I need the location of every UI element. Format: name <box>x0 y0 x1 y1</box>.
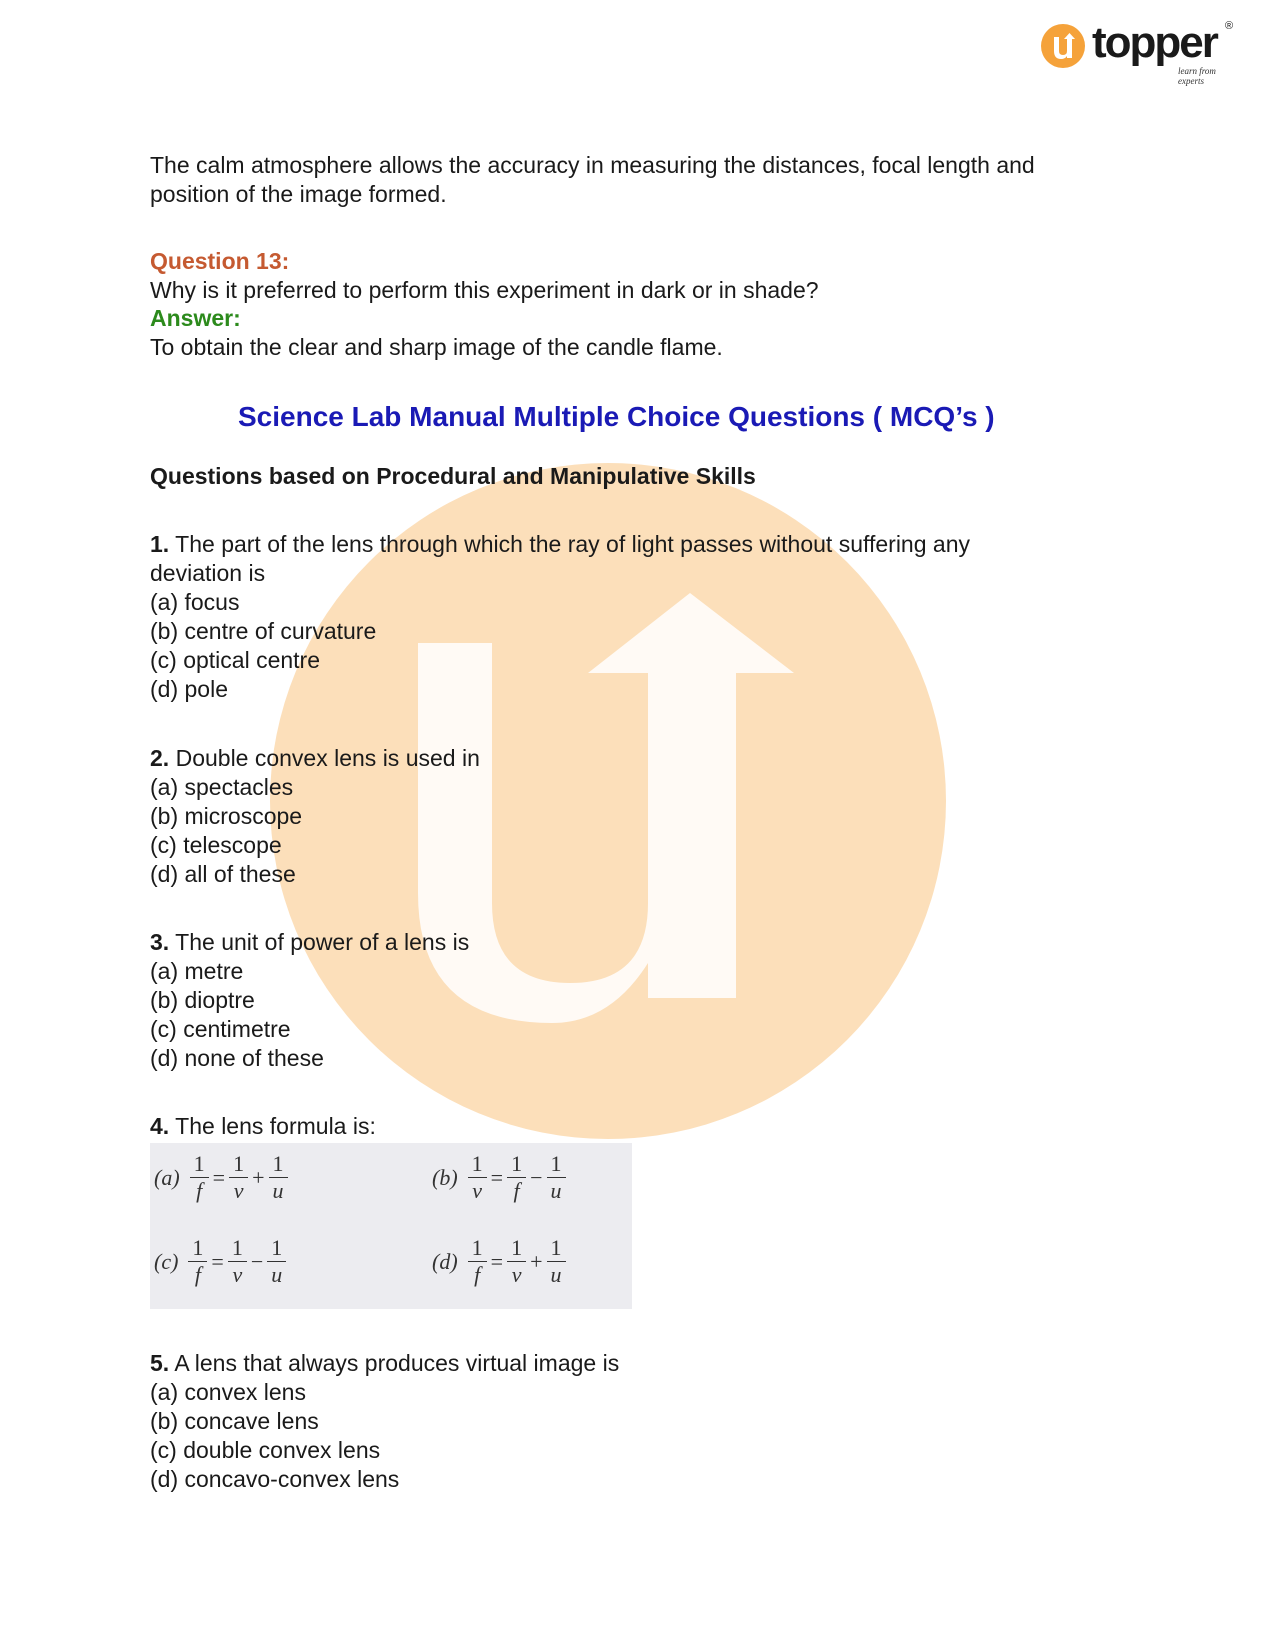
topper-watermark-icon <box>270 463 946 1139</box>
topper-badge-icon <box>1040 23 1086 69</box>
option: (c) double convex lens <box>150 1437 381 1463</box>
intro-text: The calm atmosphere allows the accuracy in measuring the distances, focal length and <box>150 152 1035 178</box>
formula-option-b: (b) $\frac{1}{v}$ = $\frac{1}{f}$ − $\frac{1}{u}$ <box>432 1151 568 1204</box>
option: (b) centre of curvature <box>150 618 377 644</box>
option: (b) concave lens <box>150 1408 319 1434</box>
answer-label: Answer: <box>150 305 241 331</box>
option: (d) all of these <box>150 861 296 887</box>
option: (d) none of these <box>150 1045 324 1071</box>
topper-tagline: learn from experts <box>1178 66 1216 86</box>
option: (a) metre <box>150 958 244 984</box>
question-13-text: Why is it preferred to perform this experiment in dark or in shade? <box>150 277 819 303</box>
mcq-5-text: 5. A lens that always produces virtual image is <box>150 1350 620 1376</box>
mcq-1-options <box>150 588 376 704</box>
lens-formula-options-image <box>150 1143 632 1309</box>
option: (d) pole <box>150 676 228 702</box>
formula-option-c: (c) $\frac{1}{f}$ = $\frac{1}{v}$ − $\frac{1}{u}$ <box>154 1235 288 1288</box>
mcq-4-text: 4. The lens formula is: <box>150 1113 376 1139</box>
subsection-title: Questions based on Procedural and Manipulative Skills <box>150 463 756 489</box>
mcq-3-text: 3. The unit of power of a lens is <box>150 929 470 955</box>
mcq-3-options <box>150 957 324 1073</box>
mcq-1-text-cont: deviation is <box>150 560 266 586</box>
mcq-1-text: 1. The part of the lens through which the ray of light passes without suffering any <box>150 531 970 557</box>
option: (b) microscope <box>150 803 303 829</box>
option: (c) optical centre <box>150 647 321 673</box>
option: (c) telescope <box>150 832 282 858</box>
option: (a) spectacles <box>150 774 294 800</box>
option: (a) convex lens <box>150 1379 306 1405</box>
option: (b) dioptre <box>150 987 255 1013</box>
intro-text-cont: position of the image formed. <box>150 181 447 207</box>
formula-option-a: (a) $\frac{1}{f}$ = $\frac{1}{v}$ + $\frac{1}{u}$ <box>154 1151 290 1204</box>
mcq-5-options <box>150 1378 399 1494</box>
section-title: Science Lab Manual Multiple Choice Questions ( MCQ’s ) <box>238 401 995 432</box>
option: (d) concavo-convex lens <box>150 1466 400 1492</box>
mcq-2-text: 2. Double convex lens is used in <box>150 745 480 771</box>
answer-text: To obtain the clear and sharp image of the candle flame. <box>150 334 723 360</box>
topper-logo <box>1040 18 1240 86</box>
registered-mark: ® <box>1225 20 1234 32</box>
mcq-2-options <box>150 773 302 889</box>
option: (c) centimetre <box>150 1016 291 1042</box>
option: (a) focus <box>150 589 240 615</box>
question-13-label: Question 13: <box>150 248 290 274</box>
topper-wordmark: topper <box>1092 18 1217 67</box>
formula-option-d: (d) $\frac{1}{f}$ = $\frac{1}{v}$ + $\frac{1}{u}$ <box>432 1235 568 1288</box>
